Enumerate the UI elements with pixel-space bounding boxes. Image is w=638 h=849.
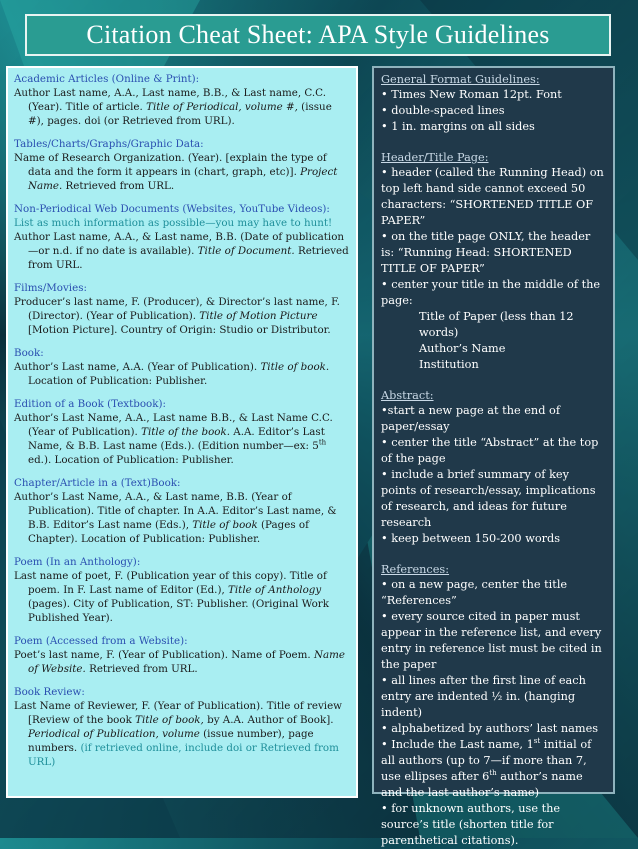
section-heading: Chapter/Article in a (Text)Book:	[14, 477, 181, 489]
list-item: • 1 in. margins on all sides	[381, 120, 535, 133]
list-item: • on a new page, center the title “References”	[381, 578, 568, 607]
section-heading: Films/Movies:	[14, 282, 87, 294]
section-heading: Header/Title Page:	[381, 151, 489, 164]
citation-format: Name of Research Organization. (Year). [explain the type of data and the form it appears in (chart, graph, etc)]. Project Name. Retrieved from URL.	[14, 152, 338, 192]
list-item: • for unknown authors, use the source’s title (shorten title for parenthetical citations).	[381, 802, 561, 847]
section-poem-website	[14, 634, 350, 676]
section-films	[14, 281, 350, 337]
citation-format: Last Name of Reviewer, F. (Year of Publication). Title of review [Review of the book Title of book, by A.A. Author of Book]. Periodical of Publication, volume (issue number), page numbers. (if retrieved online, include doi or Retrieved from URL)	[14, 700, 342, 768]
section-heading: Non-Periodical Web Documents (Websites, YouTube Videos):	[14, 203, 330, 215]
citation-format: Author’s Last name, A.A. (Year of Publication). Title of book. Location of Publication: Publisher.	[14, 361, 330, 387]
section-academic-articles	[14, 72, 350, 128]
section-edition	[14, 397, 350, 467]
list-item: • header (called the Running Head) on top left hand side cannot exceed 50 characters: “SHORTENED TITLE OF PAPER”	[381, 166, 604, 227]
list-item: • keep between 150-200 words	[381, 532, 561, 545]
page-title: Citation Cheat Sheet: APA Style Guidelines	[86, 20, 550, 49]
list-item: • include a brief summary of key points of research/essay, implications of research, and ideas for future research	[381, 468, 596, 529]
guidelines-panel	[372, 66, 615, 847]
section-heading: General Format Guidelines:	[381, 73, 540, 86]
section-abstract	[381, 388, 606, 547]
citation-formats-panel	[6, 66, 358, 798]
section-general-format	[381, 72, 606, 135]
list-item: • double-spaced lines	[381, 104, 505, 117]
citation-format: Author Last name, A.A., Last name, B.B., & Last name, C.C. (Year). Title of article. Title of Periodical, volume #, (issue #), pages. doi (or Retrieved from URL).	[14, 87, 332, 127]
section-book-review	[14, 685, 350, 769]
citation-format: Author’s Last Name, A.A., Last name B.B., & Last Name C.C. (Year of Publication). Title of the book. A.A. Editor’s Last Name, & B.B. Last name (Eds.). (Edition number—ex: 5th ed.). Location of Publication: Publisher.	[14, 412, 333, 466]
section-heading: Poem (Accessed from a Website):	[14, 635, 188, 647]
section-heading: Poem (In an Anthology):	[14, 556, 141, 568]
section-references	[381, 562, 606, 849]
list-item: • alphabetized by authors’ last names	[381, 722, 599, 735]
section-header-title-page	[381, 150, 606, 373]
section-heading: Book:	[14, 347, 44, 359]
indented-item: Title of Paper (less than 12 words)	[419, 310, 574, 339]
list-item: • every source cited in paper must appear in the reference list, and every entry in reference list must be cited in the paper	[381, 610, 602, 671]
list-item: •start a new page at the end of paper/essay	[381, 404, 561, 433]
list-item: • Times New Roman 12pt. Font	[381, 88, 562, 101]
list-item: • Include the Last name, 1st initial of all authors (up to 7—if more than 7, use ellipses after 6th author’s name and the last author’s name)	[381, 737, 592, 799]
indented-item: Institution	[419, 358, 479, 371]
section-chapter	[14, 476, 350, 546]
section-heading: Edition of a Book (Textbook):	[14, 398, 166, 410]
section-heading: Book Review:	[14, 686, 85, 698]
list-item: • all lines after the first line of each entry are indented ½ in. (hanging indent)	[381, 674, 586, 719]
list-item: • on the title page ONLY, the header is: “Running Head: SHORTENED TITLE OF PAPER”	[381, 230, 591, 275]
section-web-documents	[14, 202, 350, 272]
citation-format: Author Last name, A.A., & Last name, B.B. (Date of publication—or n.d. if no date is available). Title of Document. Retrieved from URL.	[14, 231, 349, 271]
section-heading: References:	[381, 563, 450, 576]
citation-format: Author’s Last Name, A.A., & Last name, B.B. (Year of Publication). Title of chapter. In A.A. Editor’s Last name, & B.B. Editor’s Last name (Eds.), Title of book (Pages of Chapter). Location of Publication: Publisher.	[14, 491, 337, 545]
title-banner	[25, 14, 611, 56]
section-book	[14, 346, 350, 388]
section-poem-anthology	[14, 555, 350, 625]
list-item: • center the title “Abstract” at the top of the page	[381, 436, 599, 465]
section-tables-charts	[14, 137, 350, 193]
section-note: List as much information as possible—you may have to hunt!	[14, 217, 333, 229]
citation-format: Last name of poet, F. (Publication year of this copy). Title of poem. In F. Last name of Editor (Ed.), Title of Anthology (pages). City of Publication, ST: Publisher. (Original Work Published Year).	[14, 570, 329, 624]
indented-item: Author’s Name	[419, 342, 506, 355]
list-item: • center your title in the middle of the page:	[381, 278, 601, 307]
section-heading: Academic Articles (Online & Print):	[14, 73, 200, 85]
citation-format: Producer’s last name, F. (Producer), & Director’s last name, F. (Director). (Year of Publication). Title of Motion Picture [Motion Picture]. Country of Origin: Studio or Distributor.	[14, 296, 340, 336]
section-heading: Abstract:	[381, 389, 434, 402]
citation-format: Poet’s last name, F. (Year of Publication). Name of Poem. Name of Website. Retrieved from URL.	[14, 649, 345, 675]
section-heading: Tables/Charts/Graphs/Graphic Data:	[14, 138, 204, 150]
